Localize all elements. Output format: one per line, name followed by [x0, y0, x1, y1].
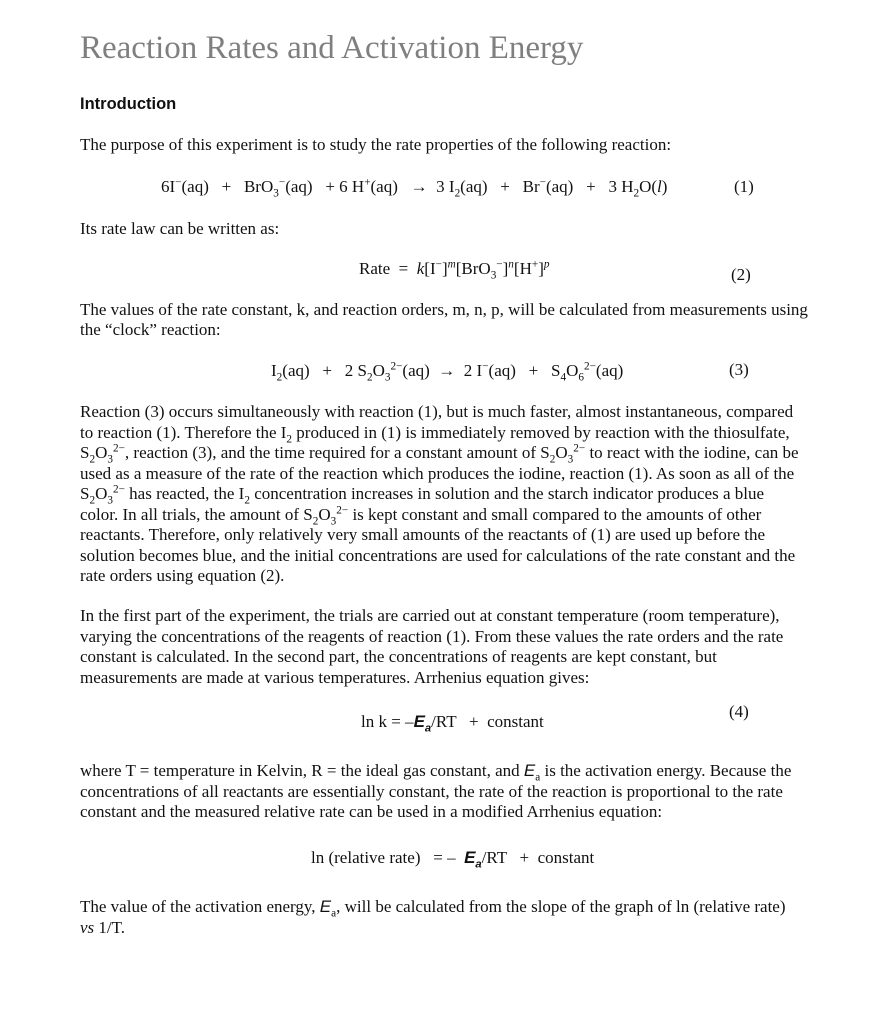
para2-line2: the “clock” reaction: [80, 320, 221, 339]
page-title: Reaction Rates and Activation Energy [80, 30, 584, 66]
equation-1-number: (1) [734, 177, 754, 196]
paragraph-activation-energy: The value of the activation energy, $E_a$, will be calculated from the slope of the graph of ln (relative rate) vs 1/T. [80, 897, 786, 937]
equation-4-number: (4) [729, 702, 749, 721]
intro-sentence: The purpose of this experiment is to study the rate properties of the following reaction: [80, 135, 672, 154]
equation-2: Rate = $k[I^-]^m[BrO_3^-]^n[H^+]^p$ [359, 258, 550, 282]
equation-1: 6I−(aq) + BrO$_3$−(aq) + 6 H+(aq) → 3 $I_2(aq)$ + Br−(aq) + 3 $H_2O(l)$ [161, 176, 668, 200]
equation-2-number: (2) [731, 265, 751, 284]
equation-3-number: (3) [729, 360, 749, 379]
equation-modified-arrhenius: ln (relative rate) = – $E_a/RT$ + constant [311, 848, 595, 871]
paragraph-arrhenius: where T = temperature in Kelvin, R = the ideal gas constant, and $E_a$ is the activation energy. Because the concentrations of all reactants are essentially constant, the rate of the reaction is proportional to the rate constant and the measured relative rate can be used in a modified Arrhenius equation: [80, 761, 792, 821]
paragraph-experiment-parts: In the first part of the experiment, the trials are carried out at constant temperature (room temperature), varying the concentrations of the reagents of reaction (1). From these values the rate orders and the rate constant is calculated. In the second part, the concentrations of reagents are kept constant, but measurements are made at various temperatures. Arrhenius equation gives: [80, 606, 784, 687]
equation-4: $\ln k = -E_a/RT$ + constant [361, 712, 544, 735]
para2-line1: The values of the rate constant, k, and reaction orders, m, n, p, will be calculated from measurements using [80, 300, 808, 319]
equation-3: $I_2(aq)$ + 2 $S_2O_3^{2-}(aq) \to 2$ I−(aq) + $S_4O_6^{2-}(aq)$ [271, 360, 624, 384]
section-heading-introduction: Introduction [80, 95, 177, 113]
rate-law-intro: Its rate law can be written as: [80, 219, 280, 238]
paragraph-clock-reaction: Reaction (3) occurs simultaneously with reaction (1), but is much faster, almost instantaneous, compared to reaction (1). Therefore the $I_2$ produced in (1) is immediately removed by reaction with the thiosulfate, $S_2O_3^{2-}$, reaction (3), and the time required for a constant amount of $S_2O_3^{2-}$ to react with the iodine, can be used as a measure of the rate of the reaction which produces the iodine, reaction (1). As soon as all of the $S_2O_3^{2-}$ has reacted, the $I_2$ concentration increases in solution and the starch indicator produces a blue color. In all trials, the amount of $S_2O_3^{2-}$ is kept constant and small compared to the amounts of other reactants. Therefore, only relatively very small amounts of the reactants of (1) are used up before the solution becomes blue, and the initial concentrations are used for calculations of the rate constant and the rate orders using equation (2). [80, 402, 799, 585]
